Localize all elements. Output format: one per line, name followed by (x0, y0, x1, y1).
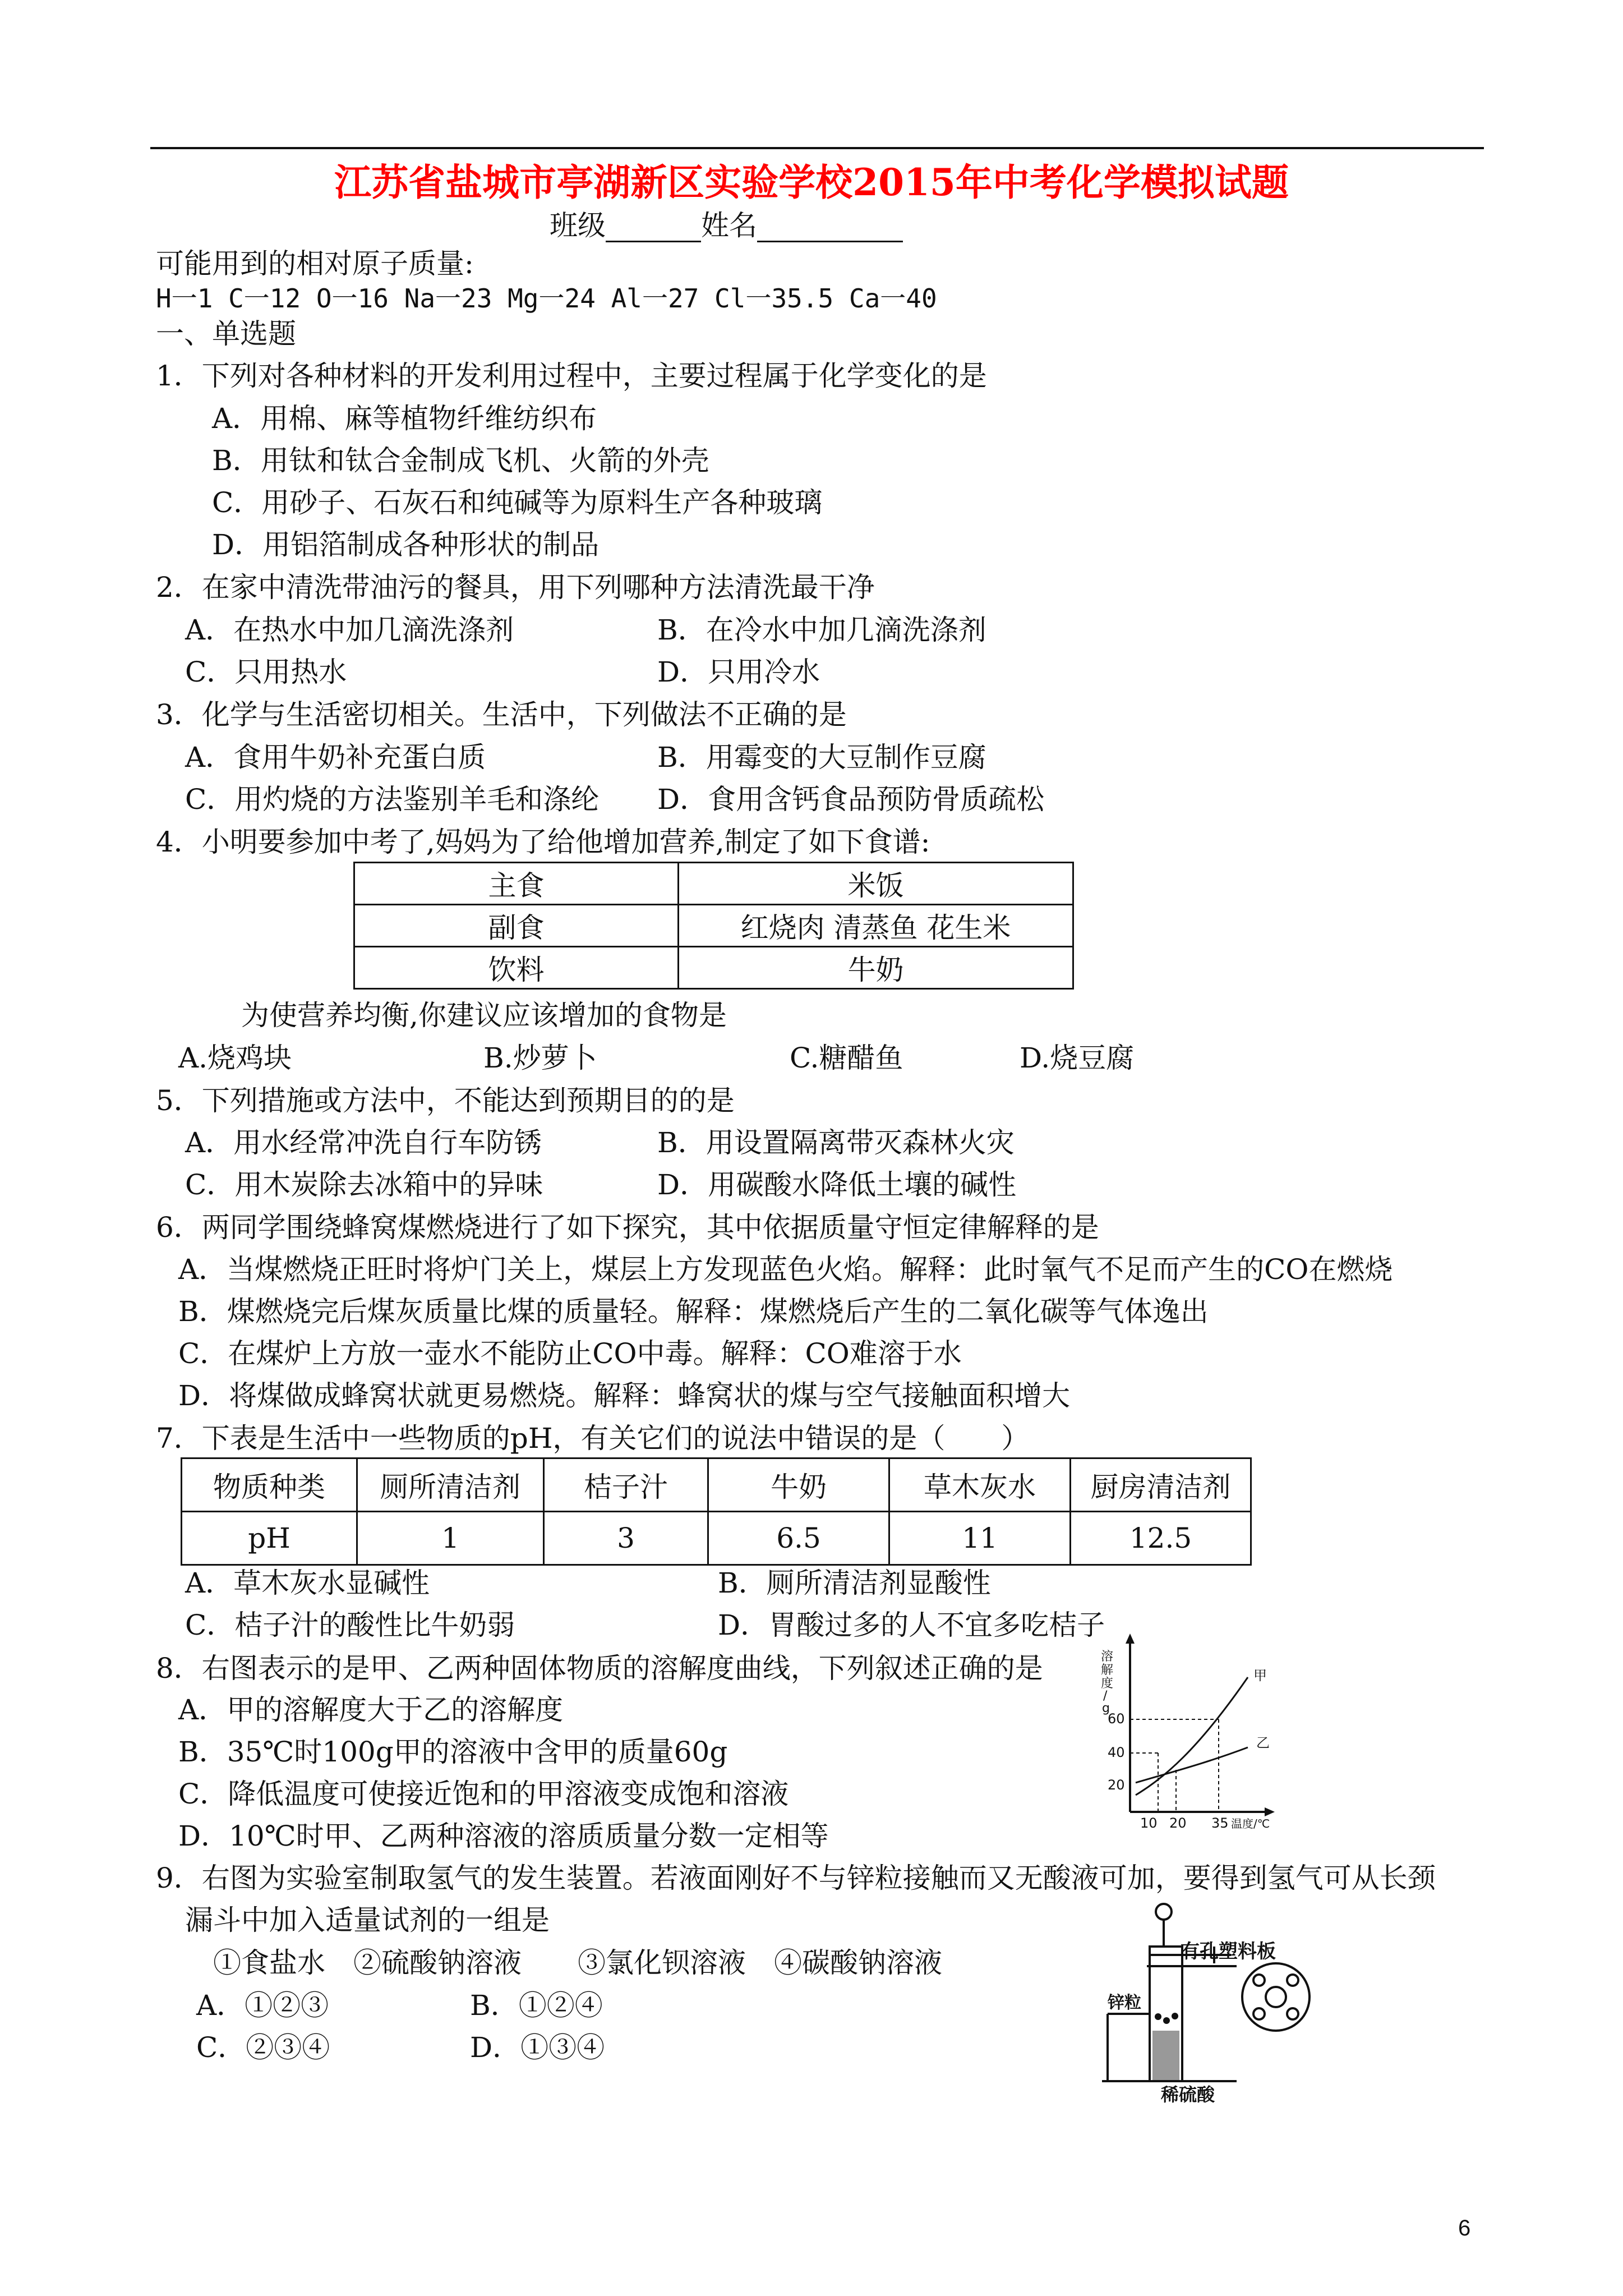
q8-option-d[interactable]: D．10℃时甲、乙两种溶液的溶质质量分数一定相等 (178, 1820, 829, 1852)
q5-option-b[interactable]: B．用设置隔离带灭森林火灾 (657, 1126, 1015, 1159)
acid-liquid (1152, 2031, 1179, 2080)
q6-option-b[interactable]: B．煤燃烧完后煤灰质量比煤的质量轻。解释：煤燃烧后产生的二氧化碳等气体逸出 (178, 1295, 1209, 1328)
ph-value-cell: 6.5 (708, 1512, 889, 1565)
q9-option-a[interactable]: A．①②③ (196, 1989, 329, 2022)
q5-option-d[interactable]: D．用碳酸水降低土壤的碱性 (657, 1168, 1017, 1201)
ph-value-cell: 12.5 (1071, 1512, 1251, 1565)
plate-hole (1287, 2008, 1298, 2019)
q3-option-d[interactable]: D．食用含钙食品预防骨质疏松 (657, 783, 1045, 816)
ph-value-cell: 1 (357, 1512, 544, 1565)
q2-stem: 2．在家中清洗带油污的餐具，用下列哪种方法清洗最干净 (156, 571, 875, 604)
table-row (182, 1458, 1251, 1512)
ph-header-cell: 物质种类 (182, 1458, 357, 1512)
q7-option-b[interactable]: B．厕所清洁剂显酸性 (718, 1567, 991, 1599)
q9-stem-line2: 漏斗中加入适量试剂的一组是 (185, 1904, 550, 1936)
curve-yi (1136, 1747, 1248, 1783)
y-label-char: 溶 (1101, 1650, 1114, 1664)
q7-option-c[interactable]: C．桔子汁的酸性比牛奶弱 (185, 1609, 515, 1641)
q9-option-b[interactable]: B．①②④ (470, 1989, 603, 2022)
atomic-mass-label: 可能用到的相对原子质量: (156, 247, 474, 280)
page-number: 6 (1458, 2216, 1471, 2240)
q6-option-d[interactable]: D．将煤做成蜂窝状就更易燃烧。解释：蜂窝状的煤与空气接触面积增大 (178, 1379, 1071, 1412)
table-row (182, 1512, 1251, 1565)
curve-jia-label: 甲 (1253, 1668, 1267, 1683)
plate-hole (1253, 1975, 1265, 1986)
table-row (354, 905, 1073, 947)
solubility-graph (1096, 1627, 1281, 1829)
ph-value-cell: 3 (544, 1512, 708, 1565)
q2-option-c[interactable]: C．只用热水 (185, 656, 347, 688)
q4-menu-table (353, 862, 1074, 990)
q2-option-b[interactable]: B．在冷水中加几滴洗涤剂 (657, 614, 986, 646)
y-label-char: / (1103, 1689, 1108, 1703)
y-tick: 60 (1108, 1711, 1125, 1727)
q2-option-a[interactable]: A．在热水中加几滴洗涤剂 (185, 614, 514, 646)
q7-option-d[interactable]: D．胃酸过多的人不宜多吃桔子 (718, 1609, 1105, 1641)
q1-stem: 1．下列对各种材料的开发利用过程中，主要过程属于化学变化的是 (156, 360, 987, 392)
q3-option-a[interactable]: A．食用牛奶补充蛋白质 (185, 741, 486, 774)
zinc-grain (1155, 2013, 1161, 2020)
q6-option-c[interactable]: C．在煤炉上方放一壶水不能防止CO中毒。解释：CO难溶于水 (178, 1337, 962, 1370)
q2-option-d[interactable]: D．只用冷水 (657, 656, 820, 688)
q1-option-c[interactable]: C．用砂子、石灰石和纯碱等为原料生产各种玻璃 (212, 486, 823, 519)
hydrogen-apparatus (1096, 1902, 1332, 2104)
plate-detail (1242, 1963, 1310, 2031)
menu-cell: 饮料 (354, 947, 679, 989)
q3-option-b[interactable]: B．用霉变的大豆制作豆腐 (657, 741, 986, 774)
q4-option-b[interactable]: B.炒萝卜 (483, 1042, 597, 1074)
x-label: 温度/℃ (1231, 1817, 1270, 1829)
q3-option-c[interactable]: C．用灼烧的方法鉴别羊毛和涤纶 (185, 783, 600, 816)
plate-hole (1287, 1975, 1298, 1986)
section-title: 一、单选题 (156, 318, 296, 350)
x-tick: 10 (1140, 1815, 1158, 1829)
q8-stem: 8．右图表示的是甲、乙两种固体物质的溶解度曲线，下列叙述正确的是 (156, 1652, 1043, 1685)
menu-cell: 主食 (354, 863, 679, 905)
name-label: 姓名 (701, 209, 757, 242)
q9-stem-line1: 9．右图为实验室制取氢气的发生装置。若液面刚好不与锌粒接触而又无酸液可加，要得到氢气可从长颈 (156, 1862, 1436, 1894)
q5-option-a[interactable]: A．用水经常冲洗自行车防锈 (185, 1126, 542, 1159)
funnel-bulb (1156, 1904, 1172, 1920)
q9-option-c[interactable]: C．②③④ (196, 2031, 330, 2064)
q8-option-a[interactable]: A．甲的溶解度大于乙的溶解度 (178, 1694, 564, 1726)
q4-option-c[interactable]: C.糖醋鱼 (790, 1042, 903, 1074)
zinc-grain (1172, 2013, 1178, 2019)
y-tick: 40 (1108, 1745, 1125, 1760)
zinc-grain (1163, 2017, 1170, 2024)
name-blank[interactable] (757, 214, 903, 242)
x-tick: 20 (1169, 1815, 1187, 1829)
menu-cell: 副食 (354, 905, 679, 947)
x-tick: 35 (1211, 1815, 1229, 1829)
atomic-mass-values: H一1 C一12 O一16 Na一23 Mg一24 Al一27 Cl一35.5 Ca一40 (156, 283, 937, 314)
zinc-label: 锌粒 (1108, 1993, 1141, 2013)
y-tick: 20 (1108, 1777, 1125, 1793)
ph-header-cell: 厕所清洁剂 (357, 1458, 544, 1512)
header-rule (150, 147, 1484, 149)
q1-option-a[interactable]: A．用棉、麻等植物纤维纺织布 (212, 402, 597, 435)
q3-stem: 3．化学与生活密切相关。生活中，下列做法不正确的是 (156, 698, 847, 731)
ph-header-cell: 牛奶 (708, 1458, 889, 1512)
q5-stem: 5．下列措施或方法中，不能达到预期目的的是 (156, 1084, 735, 1117)
q5-option-c[interactable]: C．用木炭除去冰箱中的异味 (185, 1168, 543, 1201)
q4-stem: 4．小明要参加中考了,妈妈为了给他增加营养,制定了如下食谱: (156, 826, 930, 858)
y-label-char: 解 (1101, 1663, 1114, 1677)
ph-header-cell: 草木灰水 (889, 1458, 1071, 1512)
ph-value-cell: pH (182, 1512, 357, 1565)
class-label: 班级 (550, 209, 606, 242)
q9-reagents: ①食盐水 ②硫酸钠溶液 ③氯化钡溶液 ④碳酸钠溶液 (213, 1947, 942, 1979)
ph-header-cell: 桔子汁 (544, 1458, 708, 1512)
y-axis-arrow (1126, 1634, 1135, 1644)
q6-stem: 6．两同学围绕蜂窝煤燃烧进行了如下探究，其中依据质量守恒定律解释的是 (156, 1211, 1099, 1244)
q1-option-b[interactable]: B．用钛和钛合金制成飞机、火箭的外壳 (212, 444, 709, 477)
plate-hole (1253, 2008, 1265, 2019)
y-label-char: 度 (1101, 1677, 1114, 1691)
ph-header-cell: 厨房清洁剂 (1071, 1458, 1251, 1512)
class-blank[interactable] (606, 214, 701, 242)
curve-yi-label: 乙 (1256, 1735, 1270, 1751)
q4-option-a[interactable]: A.烧鸡块 (178, 1042, 292, 1074)
class-name-line (550, 209, 903, 242)
page-title: 江苏省盐城市亭湖新区实验学校2015年中考化学模拟试题 (334, 160, 1289, 204)
table-row (354, 947, 1073, 989)
menu-cell: 牛奶 (679, 947, 1073, 989)
q6-option-a[interactable]: A．当煤燃烧正旺时将炉门关上，煤层上方发现蓝色火焰。解释：此时氧气不足而产生的CO在燃烧 (178, 1253, 1393, 1286)
menu-cell: 米饭 (679, 863, 1073, 905)
q1-option-d[interactable]: D．用铝箔制成各种形状的制品 (212, 528, 600, 561)
menu-cell: 红烧肉 清蒸鱼 花生米 (679, 905, 1073, 947)
q7-stem: 7．下表是生活中一些物质的pH，有关它们的说法中错误的是（ ） (156, 1422, 1030, 1455)
q8-option-b[interactable]: B．35℃时100g甲的溶液中含甲的质量60g (178, 1736, 728, 1768)
q7-ph-table (181, 1457, 1252, 1566)
q7-option-a[interactable]: A．草木灰水显碱性 (185, 1567, 430, 1599)
table-row (354, 863, 1073, 905)
plate-label: 有孔塑料板 (1181, 1940, 1276, 1963)
plate-hole (1266, 1987, 1286, 2007)
x-axis-arrow (1265, 1807, 1275, 1816)
q4-followup: 为使营养均衡,你建议应该增加的食物是 (241, 999, 727, 1032)
q8-option-c[interactable]: C．降低温度可使接近饱和的甲溶液变成饱和溶液 (178, 1778, 789, 1810)
q4-option-d[interactable]: D.烧豆腐 (1020, 1042, 1135, 1074)
q9-option-d[interactable]: D．①③④ (470, 2031, 605, 2064)
y-label-char: g (1102, 1701, 1110, 1715)
ph-value-cell: 11 (889, 1512, 1071, 1565)
acid-label: 稀硫酸 (1161, 2084, 1215, 2104)
